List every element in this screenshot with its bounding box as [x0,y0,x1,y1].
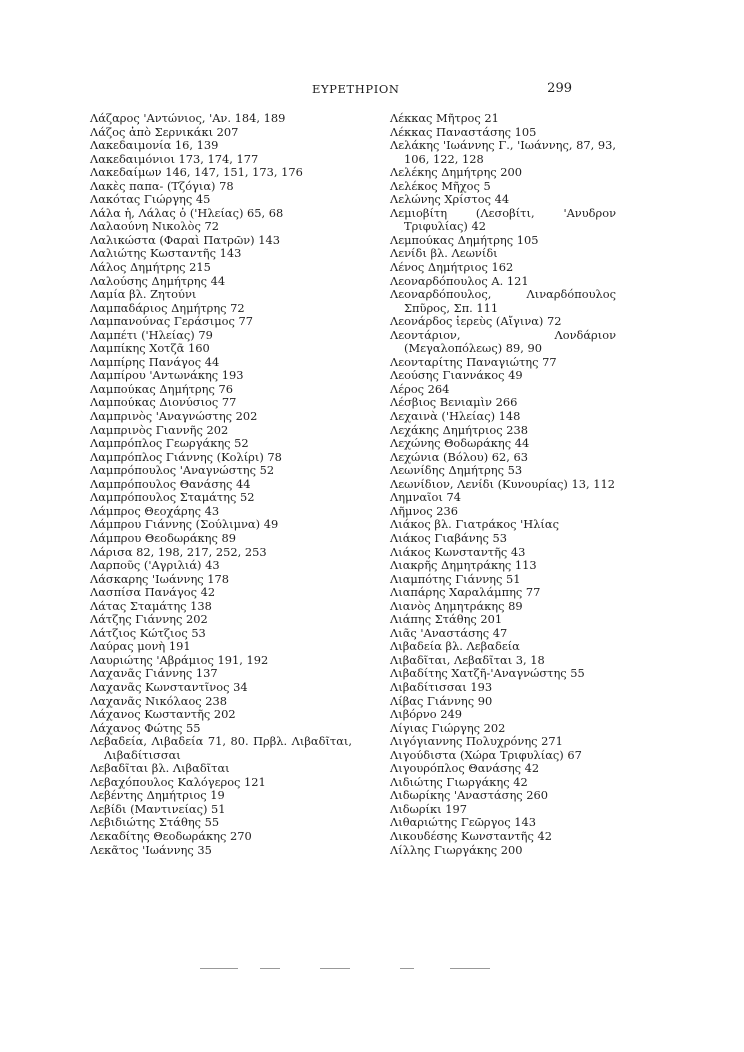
index-entry: Λεοναρδόπουλος, Λιναρδόπουλος Σπῦρος, Σπ. 111 [390,287,616,315]
index-entry: Λαλιώτης Κωσταντῆς 143 [90,246,242,261]
index-entry: Λάμπρου Γιάννης (Σούλιμνα) 49 [90,517,279,532]
index-entry: Λεχώνια (Βόλου) 62, 63 [390,449,528,464]
index-entry: Λαμπίρου 'Αντωνάκης 193 [90,368,244,383]
index-entry: Λῆμνος 236 [390,503,458,518]
index-entry: Λενίδι βλ. Λεωνίδι [390,246,498,261]
index-entry: Λεούσης Γιαννάκος 49 [390,368,523,383]
index-entry: Λαμπούκας Διονύσιος 77 [90,395,237,410]
index-entry: Λασπίσα Πανάγος 42 [90,585,216,600]
index-entry: Λαμπρινὸς 'Αναγνώστης 202 [90,409,258,424]
index-entry: Λένος Δημήτριος 162 [390,260,514,275]
index-entry: Λεβέντης Δημήτριος 19 [90,788,225,803]
page-header [0,82,744,102]
index-entry: Λαχανᾶς Νικόλαος 238 [90,693,228,708]
index-entry: Λιβαδίτισσαι 193 [390,679,493,694]
index-entry: Λεκαδίτης Θεοδωράκης 270 [90,828,252,843]
index-entry: Λιάκος Γιαβάνης 53 [390,530,507,545]
index-entry: Λαμπίκης Χοτζᾶ 160 [90,341,210,356]
index-entry: Λαμπίρης Πανάγος 44 [90,354,220,369]
index-entry: Λεοναρδόπουλος Α. 121 [390,273,529,288]
index-entry: Λίγιας Γιώργης 202 [390,720,506,735]
index-entry: Λίβας Γιάννης 90 [390,693,493,708]
index-entry: Λιγόγιαννης Πολυχρόνης 271 [390,734,563,749]
index-entry: Λακεδαιμονία 16, 139 [90,138,219,153]
index-entry: Λιβαδεία βλ. Λεβαδεία [390,639,520,654]
index-entry: Λιαμπότης Γιάννης 51 [390,571,521,586]
index-entry: Λιβαδῖται, Λεβαδῖται 3, 18 [390,652,545,667]
index-entry: Λαμπέτι ('Ηλείας) 79 [90,327,213,342]
index-entry: Λιᾶς 'Αναστάσης 47 [390,625,508,640]
index-entry: Λαλούσης Δημήτρης 44 [90,273,226,288]
index-entry: Λεοντάριον, Λονδάριον (Μεγαλοπόλεως) 89, 90 [390,327,616,356]
index-entry: Λεκᾶτος 'Ιωάννης 35 [90,842,212,857]
index-entry: Λάτζιος Κώτζιος 53 [90,625,206,640]
index-entry: Λαμπρόπουλος Σταμάτης 52 [90,490,255,505]
index-entry: Λιανὸς Δημητράκης 89 [390,598,523,613]
index-entry: Λαρποῦς ('Αγριλιά) 43 [90,558,220,573]
index-entry: Λέκκας Παναστάσης 105 [390,124,537,139]
index-entry: Λάμπρος Θεοχάρης 43 [90,503,220,518]
index-entry: Λάζαρος 'Αντώνιος, 'Αν. 184, 189 [90,111,286,125]
index-entry: Λιγουρόπλος Θανάσης 42 [390,761,540,776]
index-entry: Λελώνης Χρίστος 44 [390,192,510,207]
index-entry: Λιδωρίκης 'Αναστάσης 260 [390,788,549,803]
index-entry: Λελάκης 'Ιωάννης Γ., 'Ιωάννης, 87, 93, 106, 122, 128 [390,138,616,166]
index-entry: Λεμιοβίτη (Λεσοβίτι, 'Ανυδρον Τριφυλίας) 42 [390,205,616,234]
index-entry: Λιδωρίκι 197 [390,801,467,816]
index-entry: Λεωνίδης Δημήτρης 53 [390,463,523,478]
index-entry: Λιάκος Κωνσταντῆς 43 [390,544,526,559]
index-entry: Λαμπούκας Δημήτρης 76 [90,381,233,396]
index-entry: Λιαπάρης Χαραλάμπης 77 [390,585,541,600]
index-entry: Λιάπης Στάθης 201 [390,612,503,627]
index-entry: Λαμπρόπλος Γεωργάκης 52 [90,436,249,451]
index-entry: Λικουδέσης Κωνσταντῆς 42 [390,828,552,843]
index-entry: Λέκκας Μῆτρος 21 [390,111,499,125]
index-entry: Λιάκος βλ. Γιατράκος 'Ηλίας [390,517,559,532]
index-entry: Λαμπρινὸς Γιαννῆς 202 [90,422,229,437]
index-entry: Λημναῖοι 74 [390,490,461,505]
index-entry: Λακεδαίμων 146, 147, 151, 173, 176 [90,165,303,180]
index-entry: Λεχαινὰ ('Ηλείας) 148 [390,409,521,424]
index-entry: Λεονταρίτης Παναγιώτης 77 [390,354,557,369]
index-entry: Λιγούδιστα (Χώρα Τριφυλίας) 67 [390,747,582,762]
index-entry: Λάχανος Φώτης 55 [90,720,201,735]
index-entry: Λεχώνης Θοδωράκης 44 [390,436,530,451]
index-entry: Λεβαδῖται βλ. Λιβαδῖται [90,761,230,776]
index-entry: Λαμία βλ. Ζητούνι [90,287,197,302]
index-entry: Λεβαδεία, Λιβαδεία 71, 80. Πρβλ. Λιβαδῖται, Λιβαδίτισσαι [90,734,352,762]
index-entry: Λιακρῆς Δημητράκης 113 [390,558,537,573]
index-entry: Λακὲς παπα- (Τζόγια) 78 [90,178,234,193]
index-entry: Λεβαχόπουλος Καλόγερος 121 [90,774,266,789]
index-entry: Λαλαούνη Νικολὸς 72 [90,219,219,234]
index-entry: Λακεδαιμόνιοι 173, 174, 177 [90,151,259,166]
index-entry: Λαλικώστα (Φαραὶ Πατρῶν) 143 [90,232,280,247]
index-entry: Λίλλης Γιωργάκης 200 [390,842,523,857]
index-entry: Λιβαδίτης Χατζῆ-'Αναγνώστης 55 [390,666,585,681]
index-entry: Λάμπρου Θεοδωράκης 89 [90,530,236,545]
index-entry: Λάζος ἀπὸ Σερνικάκι 207 [90,124,239,139]
index-entry: Λαμπρόπουλος Θανάσης 44 [90,476,251,491]
index-entry: Λαμπαδάριος Δημήτρης 72 [90,300,245,315]
index-entry: Λεονάρδος ἱερεὺς (Αἴγινα) 72 [390,314,562,329]
index-column-left [90,112,352,857]
index-entry: Λαχανᾶς Κωνσταντῖνος 34 [90,679,248,694]
index-entry: Λεμπούκας Δημήτρης 105 [390,232,539,247]
index-entry: Λελέκος Μῆχος 5 [390,178,491,193]
index-entry: Λελέκης Δημήτρης 200 [390,165,523,180]
index-entry: Λεχάκης Δημήτριος 238 [390,422,529,437]
index-entry: Λαμπανούνας Γεράσιμος 77 [90,314,254,329]
index-entry: Λακότας Γιώργης 45 [90,192,211,207]
index-entry: Λεβιδιώτης Στάθης 55 [90,815,220,830]
index-entry: Λάρισα 82, 198, 217, 252, 253 [90,544,267,559]
index-entry: Λεωνίδιον, Λενίδι (Κυνουρίας) 13, 112 [390,476,615,491]
page-number: 299 [547,81,572,96]
index-entry: Λέρος 264 [390,381,450,396]
index-entry: Λιθαριώτης Γεῶργος 143 [390,815,537,830]
footer-scan-marks [200,968,520,972]
index-entry: Λάτζης Γιάννης 202 [90,612,208,627]
index-entry: Λαμπρόπουλος 'Αναγνώστης 52 [90,463,275,478]
index-entry: Λέσβιος Βενιαμὶν 266 [390,395,518,410]
index-entry: Λαχανᾶς Γιάννης 137 [90,666,218,681]
index-entry: Λάτας Σταμάτης 138 [90,598,212,613]
index-entry: Λαυριώτης 'Αβράμιος 191, 192 [90,652,269,667]
index-entry: Λιδιώτης Γιωργάκης 42 [390,774,528,789]
index-entry: Λάσκαρης 'Ιωάννης 178 [90,571,230,586]
index-entry: Λάλα ἡ, Λάλας ὁ ('Ηλείας) 65, 68 [90,205,284,220]
index-entry: Λαμπρόπλος Γιάννης (Κολίρι) 78 [90,449,282,464]
index-entry: Λάχανος Κωσταντῆς 202 [90,707,236,722]
running-title: ΕΥΡΕΤΗΡΙΟΝ [312,82,400,96]
index-entry: Λιβόρνο 249 [390,707,462,722]
index-entry: Λάλος Δημήτρης 215 [90,260,211,275]
index-entry: Λαύρας μονὴ 191 [90,639,191,654]
index-entry: Λεβίδι (Μαντινείας) 51 [90,801,226,816]
index-column-right [390,112,616,857]
